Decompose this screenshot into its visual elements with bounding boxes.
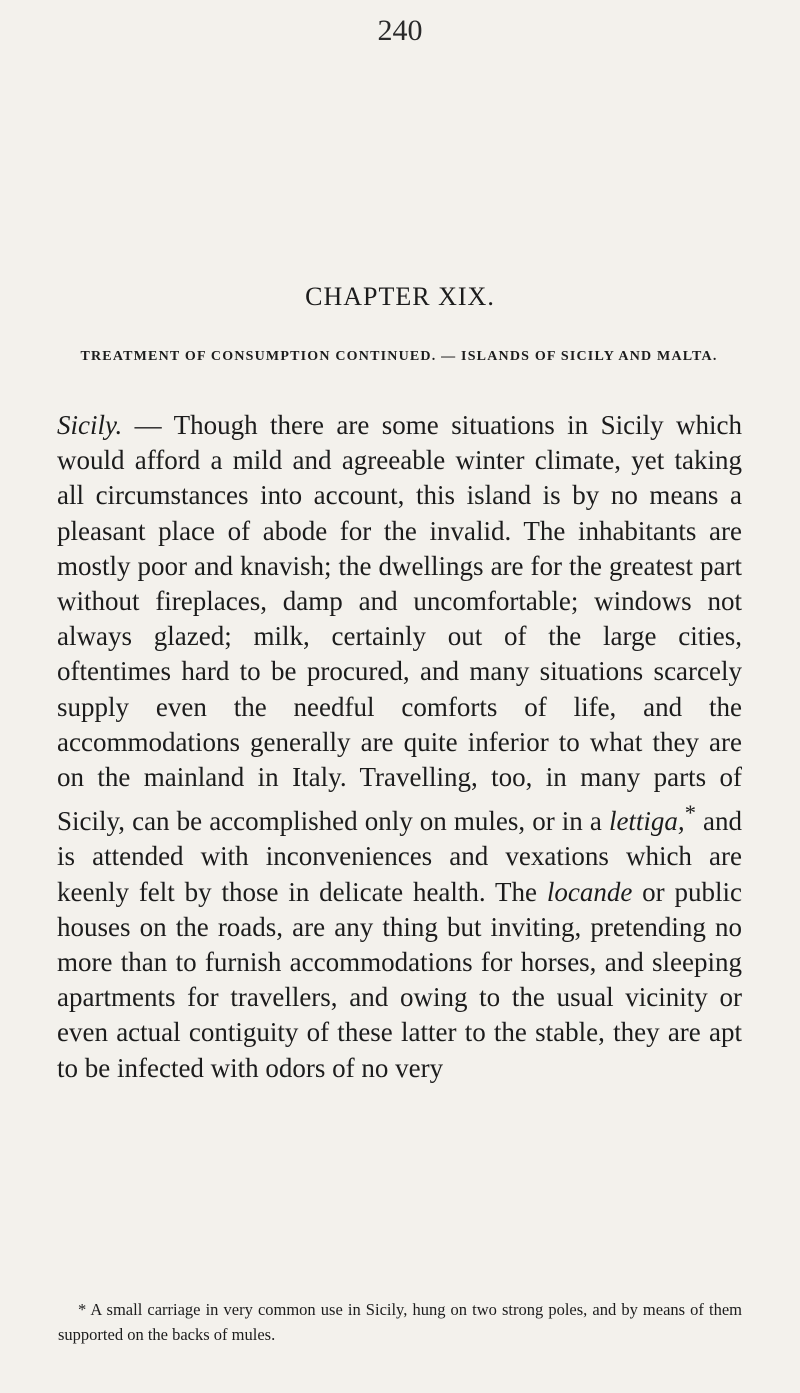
body-text-part-2: and is attended with inconveniences and vexations which are keenly felt by those in delicate health. The — [57, 806, 743, 907]
chapter-title: CHAPTER XIX. — [305, 282, 495, 311]
footnote-reference: * — [684, 800, 696, 826]
body-text-part-3: or public houses on the roads, are any thing but inviting, pretending no more than to furnish accommodations for horses, and sleeping apartments for travellers, and owing to the usual vicinity or even actual contiguity of these latter to the stable, they are apt to be infected with odors of no very — [57, 876, 742, 1083]
chapter-subtitle: TREATMENT OF CONSUMPTION CONTINUED. — ISLANDS OF SICILY AND MALTA. — [80, 349, 718, 364]
page-number: 240 — [377, 14, 423, 47]
body-text-part-1: — Though there are some situations in Sicily which would afford a mild and agreeable winter climate, yet taking all circumstances into account, this island is by no means a pleasant place of abode for the invalid. The inhabitants are mostly poor and knavish; the dwellings are for the greatest part without fireplaces, damp and uncomfortable; windows not always glazed; milk, certainly out of the large cities, oftentimes hard to be procured, and many situations scarcely supply even the needful comforts of life, and the accommodations generally are quite inferior to what they are on the mainland in Italy. Travelling, too, in many parts of Sicily, can be accomplished only on mules, or in a — [57, 410, 742, 837]
section-lead-word: Sicily. — [57, 410, 123, 440]
footnote-text: A small carriage in very common use in Sicily, hung on two strong poles, and by means of them supported on the backs of mules. — [58, 1300, 742, 1344]
body-paragraph — [57, 408, 742, 1086]
footnote — [58, 1297, 742, 1347]
footnote-marker: * — [78, 1300, 87, 1319]
term-locande: locande — [546, 876, 633, 907]
term-lettiga: lettiga, — [608, 806, 685, 837]
